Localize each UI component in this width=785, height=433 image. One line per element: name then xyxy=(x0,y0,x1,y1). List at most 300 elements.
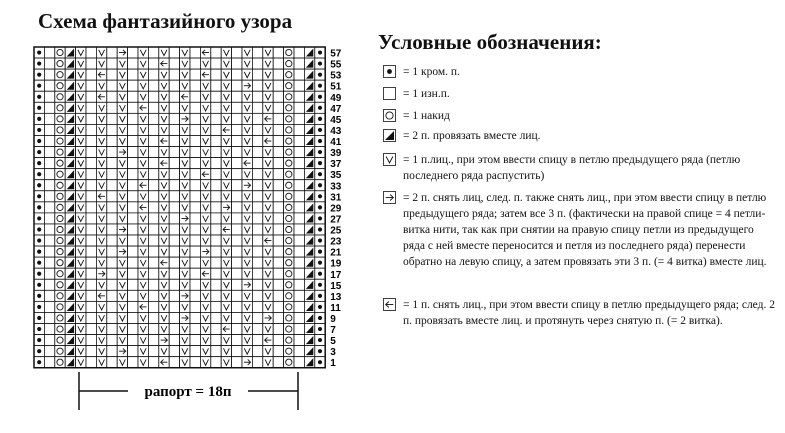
chart-cell-v-stitch-icon xyxy=(159,169,169,180)
chart-cell-k2tog-icon xyxy=(65,69,75,80)
chart-cell-edge-stitch-icon xyxy=(315,301,325,312)
chart-cell-purl-icon xyxy=(148,58,158,69)
chart-cell-v-stitch-icon xyxy=(117,202,127,213)
chart-cell-purl-icon xyxy=(273,224,283,235)
row-number: 33 xyxy=(330,181,342,193)
row-number: 1 xyxy=(330,358,336,370)
chart-cell-yarnover-icon xyxy=(284,301,294,312)
chart-cell-v-stitch-icon xyxy=(76,80,86,91)
chart-cell-v-stitch-icon xyxy=(117,91,127,102)
chart-cell-purl-icon xyxy=(294,91,304,102)
chart-cell-purl-icon xyxy=(169,58,179,69)
chart-cell-k2tog-icon xyxy=(304,301,314,312)
chart-cell-yarnover-icon xyxy=(284,324,294,335)
chart-cell-edge-stitch-icon xyxy=(315,290,325,301)
chart-cell-purl-icon xyxy=(169,180,179,191)
chart-cell-purl-icon xyxy=(107,257,117,268)
chart-cell-v-stitch-icon xyxy=(76,257,86,268)
chart-cell-k2tog-icon xyxy=(304,58,314,69)
chart-cell-purl-icon xyxy=(232,268,242,279)
chart-cell-v-stitch-icon xyxy=(263,301,273,312)
chart-cell-purl-icon xyxy=(232,346,242,357)
chart-cell-v-stitch-icon xyxy=(263,47,273,58)
chart-cell-purl-icon xyxy=(148,268,158,279)
chart-cell-v-stitch-icon xyxy=(200,202,210,213)
chart-cell-purl-icon xyxy=(44,169,54,180)
legend-text: = 2 п. снять лиц, след. п. также снять лиц., при этом ввести спицу в петлю предыдущего ряда; затем все 3 п. (фактически на правой спице = 4 петли-витка нити, так как при снятии на правую спицу петли из предыдущего ряда с ней вместе переносится и петля из последнего ряда) перенести обратно на левую спицу, а затем провязать эти 3 п. (= 4 витка) вместе лиц. xyxy=(403,192,767,268)
chart-cell-purl-icon xyxy=(273,213,283,224)
chart-cell-edge-stitch-icon xyxy=(315,224,325,235)
chart-cell-yarnover-icon xyxy=(55,346,65,357)
chart-cell-yarnover-icon xyxy=(284,47,294,58)
chart-cell-v-stitch-icon xyxy=(263,268,273,279)
chart-cell-v-stitch-icon xyxy=(200,224,210,235)
legend-text: = 1 изн.п. xyxy=(403,88,450,100)
chart-cell-v-stitch-icon xyxy=(263,124,273,135)
chart-cell-purl-icon xyxy=(232,202,242,213)
chart-cell-purl-icon xyxy=(252,91,262,102)
chart-cell-right-arrow-icon xyxy=(242,279,252,290)
chart-cell-purl-icon xyxy=(107,135,117,146)
chart-cell-purl-icon xyxy=(128,158,138,169)
yarnover-icon xyxy=(383,109,396,122)
chart-cell-purl-icon xyxy=(252,213,262,224)
chart-cell-yarnover-icon xyxy=(284,224,294,235)
chart-cell-purl-icon xyxy=(252,102,262,113)
chart-cell-yarnover-icon xyxy=(284,180,294,191)
chart-cell-purl-icon xyxy=(294,58,304,69)
chart-cell-v-stitch-icon xyxy=(159,47,169,58)
chart-cell-v-stitch-icon xyxy=(96,147,106,158)
chart-cell-purl-icon xyxy=(190,324,200,335)
chart-cell-v-stitch-icon xyxy=(159,191,169,202)
chart-cell-v-stitch-icon xyxy=(76,235,86,246)
chart-cell-left-arrow-icon xyxy=(96,191,106,202)
chart-cell-purl-icon xyxy=(128,147,138,158)
chart-cell-purl-icon xyxy=(232,113,242,124)
chart-cell-purl-icon xyxy=(169,312,179,323)
chart-cell-v-stitch-icon xyxy=(96,257,106,268)
chart-cell-edge-stitch-icon xyxy=(34,124,44,135)
chart-cell-purl-icon xyxy=(273,202,283,213)
chart-cell-v-stitch-icon xyxy=(159,312,169,323)
chart-cell-edge-stitch-icon xyxy=(315,357,325,368)
chart-cell-purl-icon xyxy=(169,191,179,202)
chart-cell-purl-icon xyxy=(107,113,117,124)
chart-cell-v-stitch-icon xyxy=(242,58,252,69)
chart-cell-v-stitch-icon xyxy=(138,268,148,279)
chart-cell-v-stitch-icon xyxy=(76,91,86,102)
chart-cell-purl-icon xyxy=(273,324,283,335)
chart-cell-yarnover-icon xyxy=(284,102,294,113)
chart-cell-purl-icon xyxy=(107,124,117,135)
chart-cell-v-stitch-icon xyxy=(180,124,190,135)
chart-cell-left-arrow-icon xyxy=(221,124,231,135)
chart-cell-purl-icon xyxy=(252,268,262,279)
chart-cell-purl-icon xyxy=(190,47,200,58)
row-number: 29 xyxy=(330,203,342,215)
right-arrow-icon xyxy=(383,191,396,204)
chart-cell-purl-icon xyxy=(86,357,96,368)
chart-cell-purl-icon xyxy=(128,180,138,191)
chart-cell-v-stitch-icon xyxy=(263,169,273,180)
chart-cell-v-stitch-icon xyxy=(76,180,86,191)
chart-cell-v-stitch-icon xyxy=(200,279,210,290)
row-number: 47 xyxy=(330,103,342,115)
purl-icon xyxy=(383,87,396,100)
chart-cell-purl-icon xyxy=(190,124,200,135)
chart-cell-v-stitch-icon xyxy=(76,113,86,124)
chart-cell-purl-icon xyxy=(148,180,158,191)
chart-cell-v-stitch-icon xyxy=(221,335,231,346)
chart-cell-yarnover-icon xyxy=(55,202,65,213)
chart-cell-v-stitch-icon xyxy=(263,180,273,191)
chart-cell-v-stitch-icon xyxy=(242,113,252,124)
chart-cell-yarnover-icon xyxy=(284,191,294,202)
chart-cell-left-arrow-icon xyxy=(180,91,190,102)
chart-cell-yarnover-icon xyxy=(284,202,294,213)
chart-cell-right-arrow-icon xyxy=(159,335,169,346)
chart-cell-purl-icon xyxy=(128,346,138,357)
chart-cell-purl-icon xyxy=(107,102,117,113)
chart-cell-k2tog-icon xyxy=(304,113,314,124)
chart-cell-purl-icon xyxy=(252,180,262,191)
chart-cell-purl-icon xyxy=(86,246,96,257)
chart-cell-k2tog-icon xyxy=(65,202,75,213)
chart-cell-yarnover-icon xyxy=(55,69,65,80)
legend-text: = 1 п. снять лиц., при этом ввести спицу в петлю предыдущего ряда; след. 2 п. провязать вместе лиц. и протянуть через снятую п. (= 2 витка). xyxy=(403,299,775,327)
chart-cell-purl-icon xyxy=(294,113,304,124)
chart-cell-purl-icon xyxy=(107,290,117,301)
chart-cell-edge-stitch-icon xyxy=(34,135,44,146)
chart-cell-yarnover-icon xyxy=(55,324,65,335)
chart-cell-v-stitch-icon xyxy=(76,279,86,290)
chart-cell-v-stitch-icon xyxy=(117,169,127,180)
chart-cell-yarnover-icon xyxy=(284,257,294,268)
chart-cell-purl-icon xyxy=(294,180,304,191)
chart-cell-yarnover-icon xyxy=(284,357,294,368)
chart-cell-purl-icon xyxy=(107,279,117,290)
chart-cell-v-stitch-icon xyxy=(96,169,106,180)
chart-cell-v-stitch-icon xyxy=(96,357,106,368)
chart-cell-v-stitch-icon xyxy=(159,202,169,213)
chart-cell-purl-icon xyxy=(86,335,96,346)
chart-cell-v-stitch-icon xyxy=(138,235,148,246)
chart-cell-purl-icon xyxy=(44,180,54,191)
chart-cell-edge-stitch-icon xyxy=(34,279,44,290)
chart-cell-edge-stitch-icon xyxy=(34,80,44,91)
chart-cell-purl-icon xyxy=(128,235,138,246)
chart-cell-purl-icon xyxy=(294,224,304,235)
v-stitch-icon xyxy=(383,153,396,166)
chart-cell-v-stitch-icon xyxy=(180,80,190,91)
chart-cell-k2tog-icon xyxy=(304,180,314,191)
chart-cell-purl-icon xyxy=(273,235,283,246)
chart-cell-v-stitch-icon xyxy=(200,191,210,202)
chart-cell-purl-icon xyxy=(86,346,96,357)
chart-cell-purl-icon xyxy=(211,235,221,246)
chart-cell-v-stitch-icon xyxy=(242,235,252,246)
chart-cell-purl-icon xyxy=(107,47,117,58)
chart-cell-edge-stitch-icon xyxy=(34,213,44,224)
chart-cell-edge-stitch-icon xyxy=(34,290,44,301)
chart-cell-purl-icon xyxy=(273,268,283,279)
legend-symbol xyxy=(384,130,396,142)
chart-cell-yarnover-icon xyxy=(55,213,65,224)
chart-cell-v-stitch-icon xyxy=(96,124,106,135)
chart-cell-v-stitch-icon xyxy=(76,224,86,235)
chart-cell-edge-stitch-icon xyxy=(315,135,325,146)
chart-cell-v-stitch-icon xyxy=(117,213,127,224)
chart-cell-purl-icon xyxy=(190,346,200,357)
chart-cell-left-arrow-icon xyxy=(159,158,169,169)
chart-cell-k2tog-icon xyxy=(65,113,75,124)
chart-cell-purl-icon xyxy=(44,158,54,169)
chart-cell-v-stitch-icon xyxy=(96,80,106,91)
chart-cell-purl-icon xyxy=(128,47,138,58)
chart-cell-v-stitch-icon xyxy=(96,301,106,312)
chart-cell-purl-icon xyxy=(190,91,200,102)
chart-cell-purl-icon xyxy=(232,246,242,257)
chart-cell-v-stitch-icon xyxy=(263,69,273,80)
chart-cell-v-stitch-icon xyxy=(76,335,86,346)
chart-cell-v-stitch-icon xyxy=(159,213,169,224)
chart-cell-k2tog-icon xyxy=(65,91,75,102)
chart-cell-v-stitch-icon xyxy=(117,279,127,290)
chart-cell-yarnover-icon xyxy=(284,346,294,357)
chart-cell-yarnover-icon xyxy=(55,301,65,312)
chart-cell-k2tog-icon xyxy=(65,147,75,158)
chart-cell-purl-icon xyxy=(211,135,221,146)
chart-cell-v-stitch-icon xyxy=(96,246,106,257)
chart-cell-v-stitch-icon xyxy=(138,335,148,346)
chart-cell-left-arrow-icon xyxy=(159,58,169,69)
chart-cell-purl-icon xyxy=(190,246,200,257)
chart-cell-v-stitch-icon xyxy=(200,124,210,135)
chart-cell-purl-icon xyxy=(273,246,283,257)
chart-cell-right-arrow-icon xyxy=(117,147,127,158)
chart-cell-edge-stitch-icon xyxy=(34,102,44,113)
chart-cell-purl-icon xyxy=(44,346,54,357)
chart-cell-v-stitch-icon xyxy=(263,346,273,357)
chart-cell-purl-icon xyxy=(44,268,54,279)
chart-cell-purl-icon xyxy=(190,113,200,124)
chart-cell-v-stitch-icon xyxy=(180,135,190,146)
chart-cell-k2tog-icon xyxy=(65,257,75,268)
chart-cell-purl-icon xyxy=(148,246,158,257)
chart-cell-purl-icon xyxy=(148,235,158,246)
chart-cell-v-stitch-icon xyxy=(117,180,127,191)
chart-cell-v-stitch-icon xyxy=(221,180,231,191)
chart-cell-k2tog-icon xyxy=(65,324,75,335)
chart-cell-purl-icon xyxy=(232,257,242,268)
chart-cell-edge-stitch-icon xyxy=(34,312,44,323)
chart-cell-k2tog-icon xyxy=(65,346,75,357)
chart-cell-purl-icon xyxy=(128,224,138,235)
chart-cell-k2tog-icon xyxy=(65,158,75,169)
chart-cell-v-stitch-icon xyxy=(263,102,273,113)
chart-cell-left-arrow-icon xyxy=(221,324,231,335)
chart-cell-v-stitch-icon xyxy=(138,169,148,180)
chart-cell-k2tog-icon xyxy=(304,346,314,357)
chart-cell-k2tog-icon xyxy=(304,202,314,213)
chart-cell-purl-icon xyxy=(273,124,283,135)
chart-cell-purl-icon xyxy=(44,191,54,202)
row-number: 51 xyxy=(330,81,342,93)
chart-cell-v-stitch-icon xyxy=(117,135,127,146)
chart-cell-v-stitch-icon xyxy=(200,324,210,335)
chart-cell-v-stitch-icon xyxy=(117,257,127,268)
chart-cell-v-stitch-icon xyxy=(180,69,190,80)
chart-cell-v-stitch-icon xyxy=(96,180,106,191)
chart-cell-k2tog-icon xyxy=(65,58,75,69)
chart-cell-purl-icon xyxy=(148,202,158,213)
chart-cell-v-stitch-icon xyxy=(221,158,231,169)
chart-cell-edge-stitch-icon xyxy=(315,91,325,102)
chart-cell-yarnover-icon xyxy=(55,180,65,191)
chart-cell-v-stitch-icon xyxy=(76,357,86,368)
chart-cell-left-arrow-icon xyxy=(200,268,210,279)
chart-cell-purl-icon xyxy=(128,102,138,113)
chart-cell-purl-icon xyxy=(190,257,200,268)
chart-cell-purl-icon xyxy=(232,235,242,246)
chart-cell-v-stitch-icon xyxy=(180,279,190,290)
chart-cell-v-stitch-icon xyxy=(96,324,106,335)
chart-cell-purl-icon xyxy=(252,257,262,268)
chart-cell-v-stitch-icon xyxy=(242,47,252,58)
chart-cell-purl-icon xyxy=(86,124,96,135)
chart-cell-purl-icon xyxy=(169,135,179,146)
chart-cell-edge-stitch-icon xyxy=(315,47,325,58)
chart-cell-v-stitch-icon xyxy=(76,169,86,180)
chart-cell-v-stitch-icon xyxy=(221,69,231,80)
chart-cell-purl-icon xyxy=(232,324,242,335)
chart-cell-v-stitch-icon xyxy=(117,158,127,169)
chart-cell-edge-stitch-icon xyxy=(315,268,325,279)
chart-cell-v-stitch-icon xyxy=(263,80,273,91)
chart-cell-v-stitch-icon xyxy=(138,213,148,224)
legend-symbol xyxy=(384,154,396,166)
chart-cell-v-stitch-icon xyxy=(76,124,86,135)
chart-cell-purl-icon xyxy=(190,357,200,368)
chart-cell-yarnover-icon xyxy=(284,147,294,158)
chart-cell-yarnover-icon xyxy=(284,69,294,80)
chart-cell-left-arrow-icon xyxy=(263,235,273,246)
chart-cell-v-stitch-icon xyxy=(200,312,210,323)
chart-cell-purl-icon xyxy=(211,191,221,202)
chart-cell-purl-icon xyxy=(128,113,138,124)
chart-cell-purl-icon xyxy=(273,180,283,191)
chart-cell-yarnover-icon xyxy=(284,335,294,346)
chart-cell-v-stitch-icon xyxy=(200,301,210,312)
chart-cell-left-arrow-icon xyxy=(263,335,273,346)
chart-cell-purl-icon xyxy=(294,357,304,368)
chart-cell-k2tog-icon xyxy=(65,246,75,257)
chart-cell-right-arrow-icon xyxy=(242,180,252,191)
chart-cell-left-arrow-icon xyxy=(138,301,148,312)
chart-cell-purl-icon xyxy=(211,312,221,323)
chart-cell-purl-icon xyxy=(86,290,96,301)
chart-cell-v-stitch-icon xyxy=(117,301,127,312)
chart-cell-v-stitch-icon xyxy=(242,268,252,279)
chart-cell-purl-icon xyxy=(211,257,221,268)
chart-cell-purl-icon xyxy=(252,235,262,246)
chart-cell-v-stitch-icon xyxy=(76,290,86,301)
chart-cell-k2tog-icon xyxy=(304,357,314,368)
chart-cell-purl-icon xyxy=(211,357,221,368)
chart-cell-v-stitch-icon xyxy=(263,213,273,224)
chart-cell-edge-stitch-icon xyxy=(34,268,44,279)
chart-cell-purl-icon xyxy=(273,257,283,268)
chart-cell-purl-icon xyxy=(273,158,283,169)
chart-cell-v-stitch-icon xyxy=(263,279,273,290)
chart-cell-v-stitch-icon xyxy=(159,113,169,124)
chart-cell-yarnover-icon xyxy=(284,235,294,246)
row-number: 43 xyxy=(330,125,342,137)
chart-cell-purl-icon xyxy=(252,301,262,312)
chart-cell-v-stitch-icon xyxy=(76,69,86,80)
chart-cell-purl-icon xyxy=(273,301,283,312)
chart-cell-purl-icon xyxy=(148,102,158,113)
chart-cell-purl-icon xyxy=(107,180,117,191)
row-number: 31 xyxy=(330,192,342,204)
chart-cell-v-stitch-icon xyxy=(263,224,273,235)
chart-cell-purl-icon xyxy=(148,158,158,169)
chart-cell-purl-icon xyxy=(190,135,200,146)
chart-cell-v-stitch-icon xyxy=(138,135,148,146)
chart-cell-k2tog-icon xyxy=(65,290,75,301)
row-number: 45 xyxy=(330,114,342,126)
chart-cell-v-stitch-icon xyxy=(221,58,231,69)
chart-cell-v-stitch-icon xyxy=(96,235,106,246)
chart-cell-purl-icon xyxy=(169,246,179,257)
chart-cell-purl-icon xyxy=(190,224,200,235)
chart-cell-purl-icon xyxy=(252,135,262,146)
chart-cell-purl-icon xyxy=(232,335,242,346)
chart-cell-purl-icon xyxy=(128,268,138,279)
chart-cell-v-stitch-icon xyxy=(221,213,231,224)
chart-cell-purl-icon xyxy=(148,191,158,202)
chart-cell-edge-stitch-icon xyxy=(34,246,44,257)
chart-cell-purl-icon xyxy=(190,202,200,213)
chart-cell-v-stitch-icon xyxy=(263,357,273,368)
chart-cell-purl-icon xyxy=(169,147,179,158)
chart-cell-purl-icon xyxy=(190,290,200,301)
chart-cell-left-arrow-icon xyxy=(96,69,106,80)
chart-cell-k2tog-icon xyxy=(304,191,314,202)
chart-cell-v-stitch-icon xyxy=(242,202,252,213)
chart-cell-purl-icon xyxy=(190,169,200,180)
chart-cell-purl-icon xyxy=(169,102,179,113)
chart-cell-yarnover-icon xyxy=(55,147,65,158)
chart-cell-purl-icon xyxy=(107,91,117,102)
legend-text: = 1 кром. п. xyxy=(403,66,460,78)
legend-symbol xyxy=(384,66,396,78)
chart-cell-purl-icon xyxy=(211,224,221,235)
chart-cell-purl-icon xyxy=(294,169,304,180)
chart-cell-yarnover-icon xyxy=(284,290,294,301)
chart-cell-purl-icon xyxy=(86,202,96,213)
chart-cell-k2tog-icon xyxy=(304,268,314,279)
chart-cell-v-stitch-icon xyxy=(96,158,106,169)
chart-cell-purl-icon xyxy=(211,113,221,124)
chart-cell-k2tog-icon xyxy=(304,224,314,235)
chart-cell-v-stitch-icon xyxy=(263,158,273,169)
chart-cell-yarnover-icon xyxy=(55,47,65,58)
chart-cell-v-stitch-icon xyxy=(180,357,190,368)
chart-cell-right-arrow-icon xyxy=(117,246,127,257)
chart-cell-edge-stitch-icon xyxy=(315,69,325,80)
